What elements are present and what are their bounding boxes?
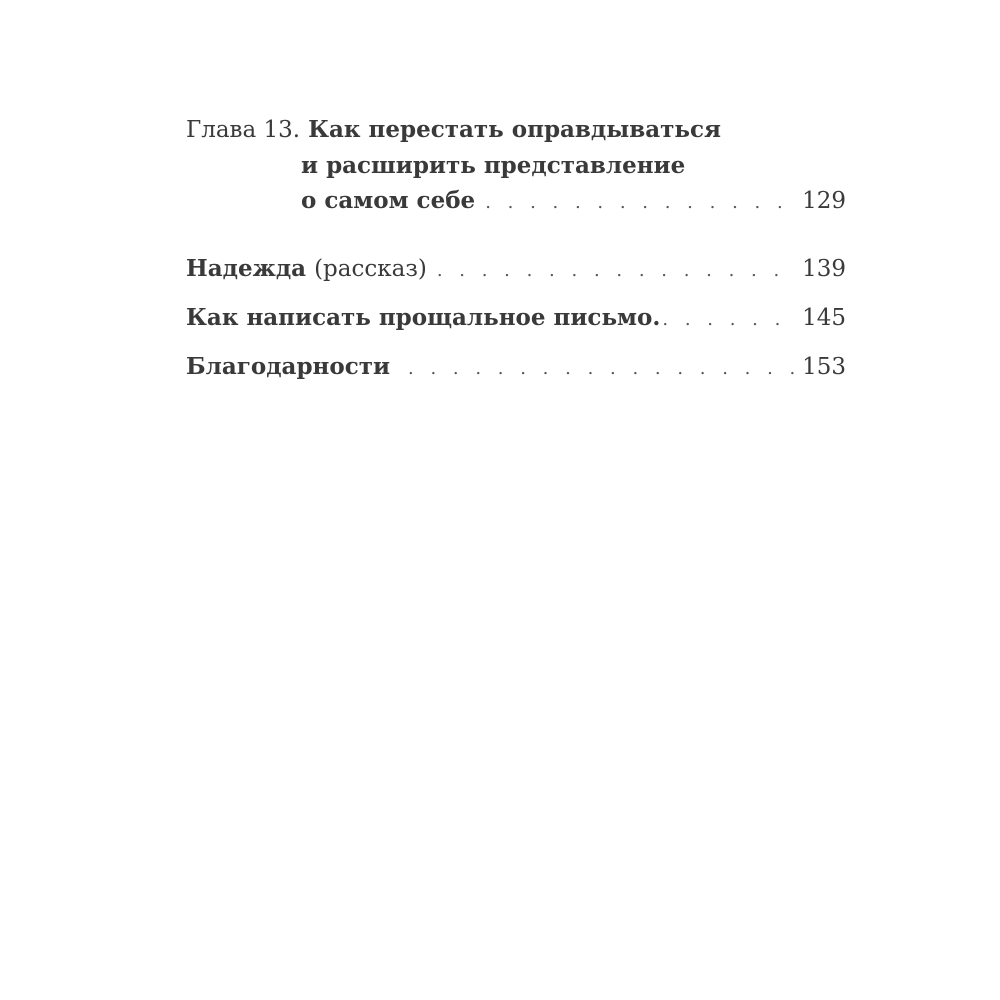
toc-entry-acknowledgements[interactable]	[186, 349, 846, 386]
dot-leader	[437, 253, 796, 288]
dot-leader	[408, 351, 796, 386]
toc-entry-line-1	[186, 112, 846, 148]
entry-title: Благодарности	[186, 353, 391, 380]
entry-title: Надежда	[186, 255, 307, 282]
dot-leader	[485, 185, 796, 220]
chapter-title-line-2: и расширить представление	[301, 152, 686, 179]
toc-entry-chapter-13[interactable]	[186, 112, 846, 220]
entry-subtitle: (рассказ)	[314, 256, 427, 282]
page-number: 153	[802, 354, 846, 380]
toc-entry-farewell-letter[interactable]	[186, 300, 846, 337]
page-number: 129	[802, 188, 846, 214]
dot-leader	[662, 302, 796, 337]
chapter-label: Глава 13.	[186, 117, 301, 143]
table-of-contents	[186, 112, 846, 398]
toc-entry-line	[186, 349, 846, 386]
toc-entry-line	[186, 251, 846, 288]
chapter-title-line-1: Как перестать оправдываться	[308, 116, 722, 143]
toc-entry-line-3	[186, 183, 846, 220]
toc-entry-line-2	[186, 148, 846, 183]
toc-entry-line	[186, 300, 846, 337]
entry-title: Как написать прощальное письмо.	[186, 304, 661, 331]
toc-entry-hope[interactable]	[186, 251, 846, 288]
chapter-title-line-3: о самом себе	[301, 187, 476, 214]
page-number: 145	[802, 305, 846, 331]
page-number: 139	[802, 256, 846, 282]
